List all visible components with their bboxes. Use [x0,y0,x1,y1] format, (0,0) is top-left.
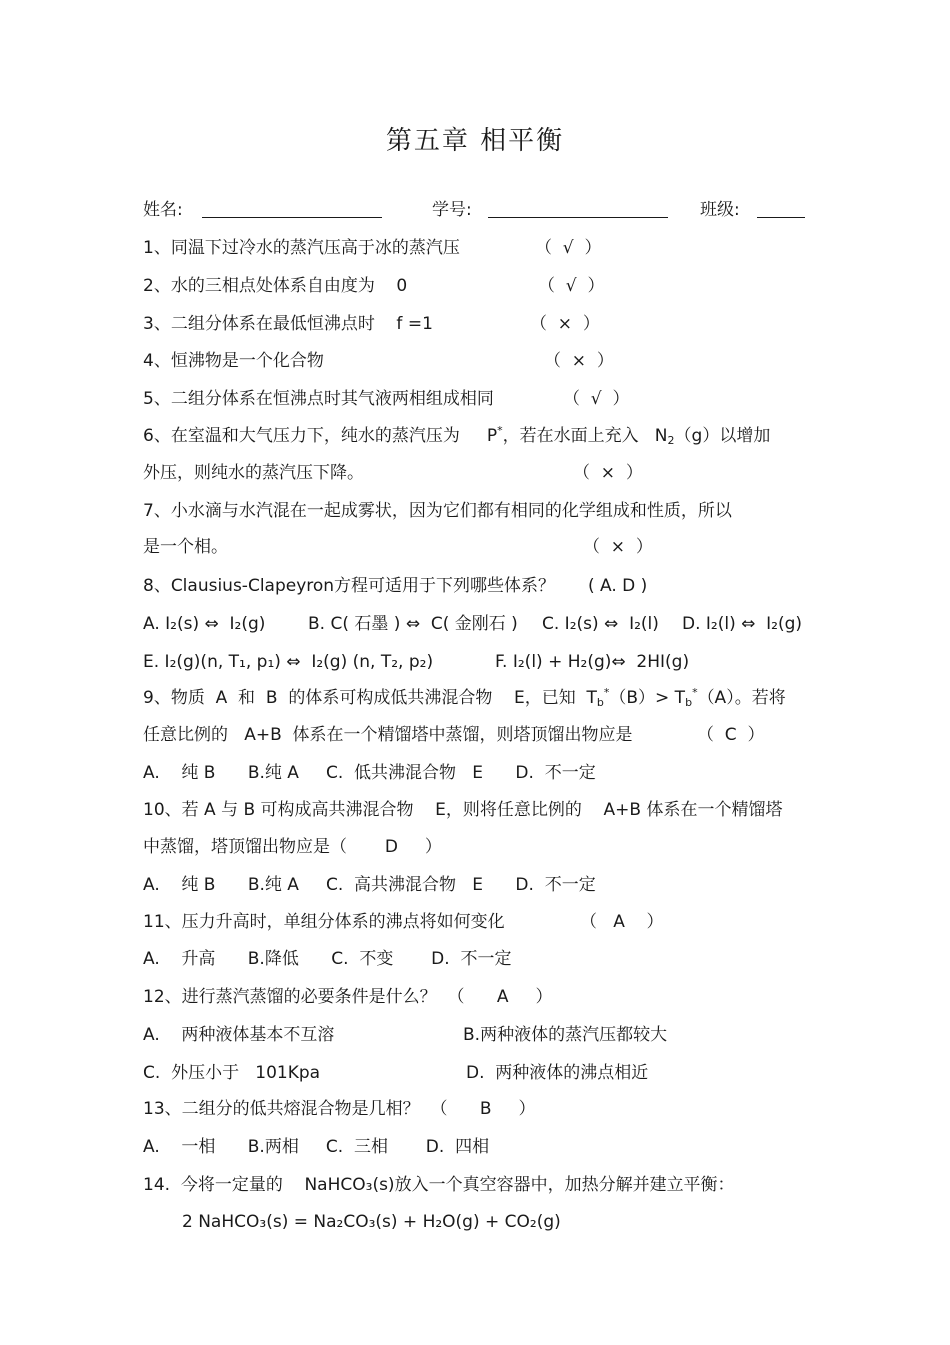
question-8-option-e: E. I₂(g)(n, T₁, p₁) ⇔ I₂(g) (n, T₂, p₂) [143,652,434,672]
question-14-equation: 2 NaHCO₃(s) = Na₂CO₃(s) + H₂O(g) + CO₂(g) [182,1212,561,1232]
question-6-line-1: 6、在室温和大气压力下，纯水的蒸汽压为 P*，若在水面上充入 $N_2(g)$以增加 [143,424,771,447]
question-11-answer: （ A ） [580,912,664,932]
question-14: 14. 今将一定量的 NaHCO₃(s)放入一个真空容器中，加热分解并建立平衡： [143,1175,735,1195]
question-6-answer: （ × ） [573,463,643,483]
student-id-label: 学号: [432,200,472,220]
question-2-answer: （ √ ） [538,276,605,296]
class-blank [757,217,805,218]
student-id-blank [488,217,668,218]
question-6-line-2: 外压，则纯水的蒸汽压下降。 [143,463,364,483]
class-label: 班级: [700,200,740,220]
question-9-line-1: 9、物质 A 和 B 的体系可构成低共沸混合物 E，已知 $T_b^*(B)> T_b^*(A)$。若将 [143,686,786,709]
question-9-answer: （ C ） [697,725,765,745]
question-10-line-2: 中蒸馏，塔顶馏出物应是（ D ） [143,837,442,857]
question-12-option-a: A. 两种液体基本不互溶 [143,1025,335,1045]
question-8-answer: ( A. D ) [588,576,648,596]
question-3-answer: （ × ） [530,314,600,334]
question-11-options: A. 升高 B.降低 C. 不变 D. 不一定 [143,949,512,969]
page-title: 第五章 相平衡 [385,126,565,156]
question-8-option-f: F. I₂(l) + H₂(g)⇔ 2HI(g) [495,652,690,672]
question-2: 2、水的三相点处体系自由度为 0 [143,276,408,296]
question-4-answer: （ × ） [544,351,614,371]
question-13-options: A. 一相 B.两相 C. 三相 D. 四相 [143,1137,490,1157]
question-12: 12、进行蒸汽蒸馏的必要条件是什么？ （ A ） [143,987,553,1007]
question-7-answer: （ × ） [583,537,653,557]
question-5-answer: （ √ ） [563,389,630,409]
question-8: 8、Clausius-Clapeyron方程可适用于下列哪些体系？ [143,576,556,596]
question-8-option-d: D. I₂(l) ⇔ I₂(g) [682,614,803,634]
question-5: 5、二组分体系在恒沸点时其气液两相组成相同 [143,389,494,409]
name-blank [202,217,382,218]
question-8-option-b: B. C( 石墨 ) ⇔ C( 金刚石 ) [308,614,518,634]
question-12-option-c: C. 外压小于 101Kpa [143,1063,321,1083]
question-10-options: A. 纯 B B.纯 A C. 高共沸混合物 E D. 不一定 [143,875,596,895]
question-8-option-c: C. I₂(s) ⇔ I₂(l) [542,614,659,634]
question-8-option-a: A. I₂(s) ⇔ I₂(g) [143,614,266,634]
question-9-options: A. 纯 B B.纯 A C. 低共沸混合物 E D. 不一定 [143,763,596,783]
question-11: 11、压力升高时，单组分体系的沸点将如何变化 [143,912,505,932]
question-9-line-2: 任意比例的 A+B 体系在一个精馏塔中蒸馏，则塔顶馏出物应是 [143,725,633,745]
question-7-line-1: 7、小水滴与水汽混在一起成雾状，因为它们都有相同的化学组成和性质，所以 [143,501,732,521]
question-1: 1、同温下过冷水的蒸汽压高于冰的蒸汽压 [143,238,460,258]
question-3: 3、二组分体系在最低恒沸点时 f =1 [143,314,433,334]
question-13: 13、二组分的低共熔混合物是几相？ （ B ） [143,1099,536,1119]
question-4: 4、恒沸物是一个化合物 [143,351,324,371]
question-10-line-1: 10、若 A 与 B 可构成高共沸混合物 E，则将任意比例的 A+B 体系在一个精馏塔 [143,800,783,820]
question-7-line-2: 是一个相。 [143,537,228,557]
question-12-option-d: D. 两种液体的沸点相近 [466,1063,649,1083]
name-label: 姓名: [143,200,183,220]
question-12-option-b: B.两种液体的蒸汽压都较大 [463,1025,668,1045]
question-1-answer: （ √ ） [535,238,602,258]
